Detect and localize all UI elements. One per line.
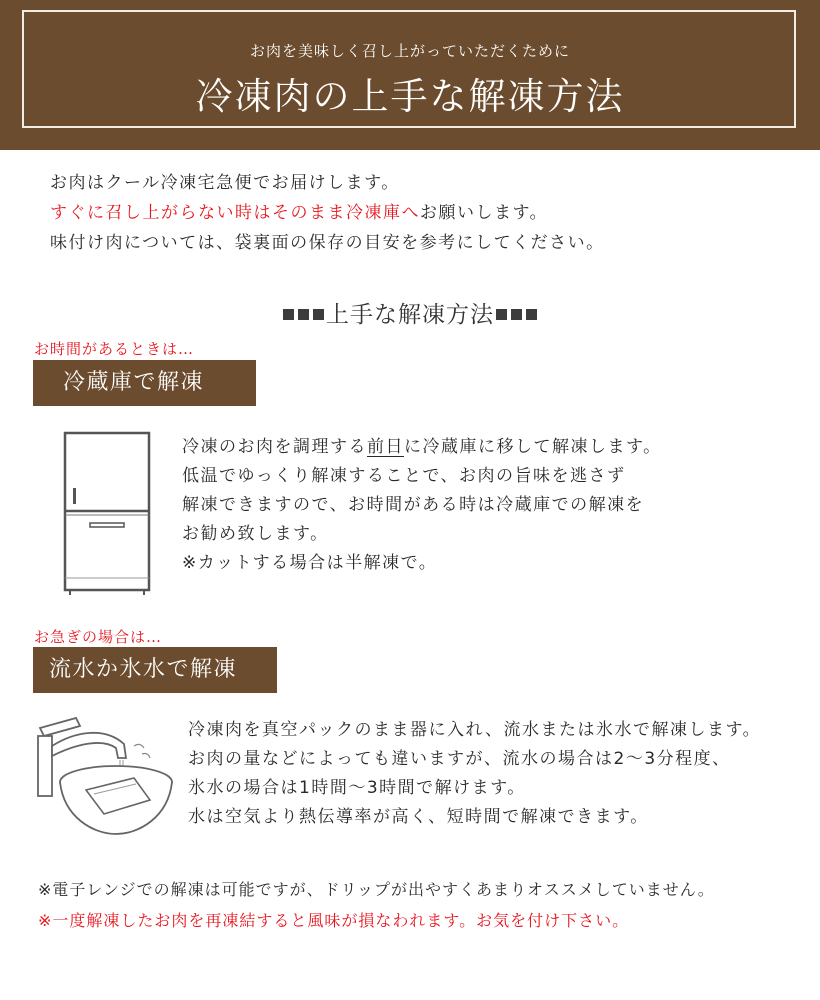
intro-line-2 [50,198,605,228]
square-bullet-icon [526,309,537,320]
fridge-line-5: ※カットする場合は半解凍で。 [182,553,438,573]
water-line-1: 冷凍肉を真空パックのまま器に入れ、流水または氷水で解凍します。 [188,720,762,740]
water-line-3: 氷水の場合は1時間～3時間で解けます。 [188,778,526,798]
square-bullet-icon [511,309,522,320]
square-bullet-icon [496,309,507,320]
fridge-line-1: 冷凍のお肉を調理する前日に冷蔵庫に移して解凍します。 [182,437,662,457]
fridge-line-3: 解凍できますので、お時間がある時は冷蔵庫での解凍を [182,495,645,515]
water-line-4: 水は空気より熱伝導率が高く、短時間で解凍できます。 [188,807,649,827]
water-label: お急ぎの場合は… [34,628,163,646]
banner-subtitle: お肉を美味しく召し上がっていただくために [249,42,570,60]
fridge-line-2: 低温でゆっくり解凍することで、お肉の旨味を逃さず [182,466,626,486]
intro-line-3: 味付け肉については、袋裏面の保存の目安を参考にしてください。 [50,233,605,253]
intro-line-2-rest: お願いします。 [420,203,549,223]
fridge-label: お時間があるときは… [34,340,195,358]
note-microwave: ※電子レンジでの解凍は可能ですが、ドリップが出やすくあまりオススメしていません。 [38,880,715,899]
header-banner [0,0,820,150]
intro-line-1: お肉はクール冷凍宅急便でお届けします。 [50,173,400,193]
square-bullet-icon [298,309,309,320]
water-tag: 流水か氷水で解凍 [33,647,277,693]
intro-line-2-red: すぐに召し上がらない時はそのまま冷凍庫へ [50,203,420,223]
square-bullet-icon [283,309,294,320]
banner-title: 冷凍肉の上手な解凍方法 [195,75,625,118]
refrigerator-icon [60,428,156,598]
square-bullet-icon [313,309,324,320]
intro-text [50,168,605,258]
fridge-line-4: お勧め致します。 [182,524,329,544]
note-refreeze: ※一度解凍したお肉を再凍結すると風味が損なわれます。お気を付け下さい。 [38,911,630,930]
water-text [188,716,761,832]
section-heading-text: 上手な解凍方法 [326,302,494,328]
water-line-2: お肉の量などによっても違いますが、流水の場合は2～3分程度、 [188,749,731,769]
section-heading [0,296,820,329]
faucet-bowl-icon [24,710,174,840]
underline-text: 前日 [367,437,404,457]
fridge-text [182,433,662,578]
fridge-tag: 冷蔵庫で解凍 [33,360,256,406]
